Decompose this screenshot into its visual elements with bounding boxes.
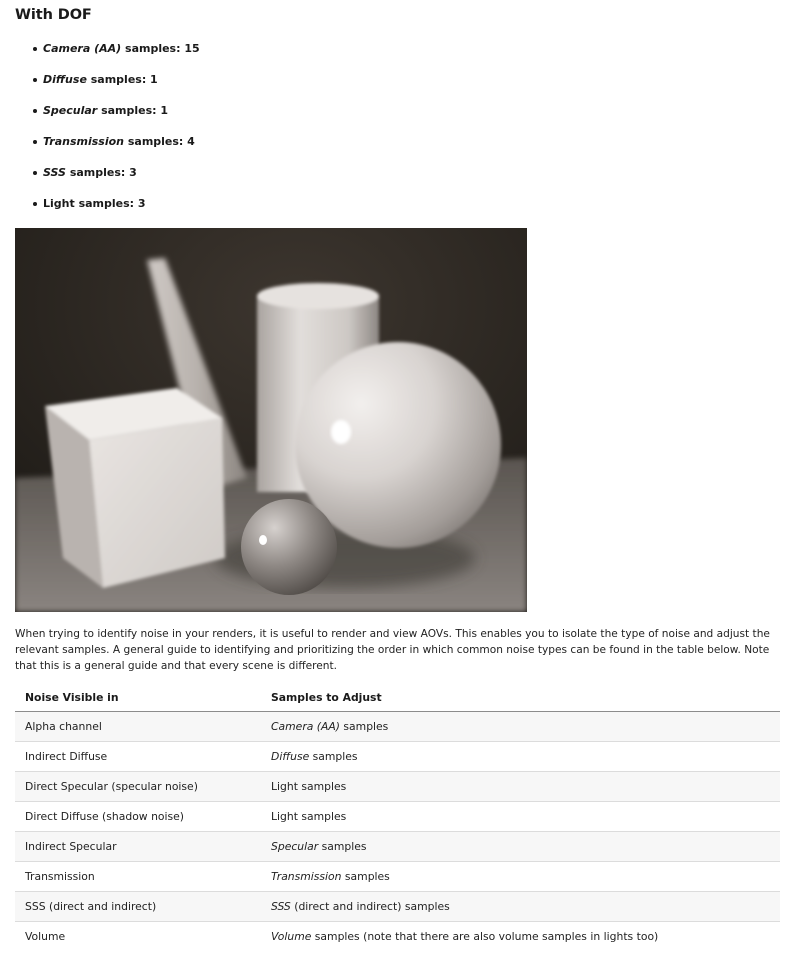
sample-name: Diffuse — [43, 73, 87, 86]
sample-item-sss — [30, 162, 200, 193]
noise-cell: Direct Specular (specular noise) — [15, 772, 261, 802]
sample-name: Specular — [43, 104, 98, 117]
noise-cell: Indirect Diffuse — [15, 742, 261, 772]
glass-ball — [241, 499, 337, 595]
sample-item-camera — [30, 38, 200, 69]
sample-value: samples: 15 — [121, 42, 200, 55]
table-row — [15, 772, 780, 802]
samples-cell: Transmission samples — [261, 862, 780, 892]
sample-item-transmission — [30, 131, 200, 162]
table-row — [15, 742, 780, 772]
sample-item-diffuse — [30, 69, 200, 100]
sample-value: samples: 1 — [86, 73, 158, 86]
samples-list — [30, 38, 200, 224]
noise-cell: Volume — [25, 930, 66, 943]
column-header-noise: Noise Visible in — [15, 683, 261, 712]
table-header-row — [15, 683, 780, 712]
samples-cell: SSS (direct and indirect) samples — [261, 892, 780, 922]
noise-table — [15, 683, 780, 951]
intro-paragraph: When trying to identify noise in your renders, it is useful to render and view AOVs. This enables you to isolate the type of noise and adjust the relevant samples. A general guide to identifying and prioritizing the order in which common noise types can be found in the table below. Note that this is a general guide and that every scene is different. — [15, 628, 770, 672]
sphere-highlight — [331, 420, 351, 444]
samples-cell: Camera (AA) samples — [261, 712, 780, 742]
sample-name: Transmission — [43, 135, 125, 148]
noise-cell: Indirect Specular — [15, 832, 261, 862]
table-row — [15, 922, 780, 952]
noise-cell: Transmission — [15, 862, 261, 892]
table-row — [15, 802, 780, 832]
noise-cell: SSS (direct and indirect) — [15, 892, 261, 922]
noise-cell: Direct Diffuse (shadow noise) — [15, 802, 261, 832]
sample-name: Camera (AA) — [43, 42, 122, 55]
table-row — [15, 832, 780, 862]
sample-value: samples: 3 — [65, 166, 137, 179]
noise-cell: Alpha channel — [15, 712, 261, 742]
sample-value: samples: 4 — [124, 135, 195, 148]
samples-cell: Volume samples (note that there are also volume samples in lights too) — [271, 930, 659, 943]
sample-item-specular — [30, 100, 200, 131]
table-row — [15, 712, 780, 742]
sample-name: SSS — [43, 166, 66, 179]
table-row — [15, 892, 780, 922]
samples-cell: Light samples — [261, 772, 780, 802]
cube — [45, 388, 225, 588]
sample-name: Light samples: 3 — [43, 197, 146, 210]
table-row — [15, 862, 780, 892]
dof-render-image — [15, 228, 527, 612]
column-header-samples: Samples to Adjust — [261, 683, 780, 712]
samples-cell: Specular samples — [261, 832, 780, 862]
sample-value: samples: 1 — [97, 104, 169, 117]
samples-cell: Diffuse samples — [261, 742, 780, 772]
glass-highlight — [259, 535, 267, 545]
samples-cell: Light samples — [261, 802, 780, 832]
section-heading: With DOF — [15, 7, 92, 23]
sample-item-light — [30, 193, 200, 224]
